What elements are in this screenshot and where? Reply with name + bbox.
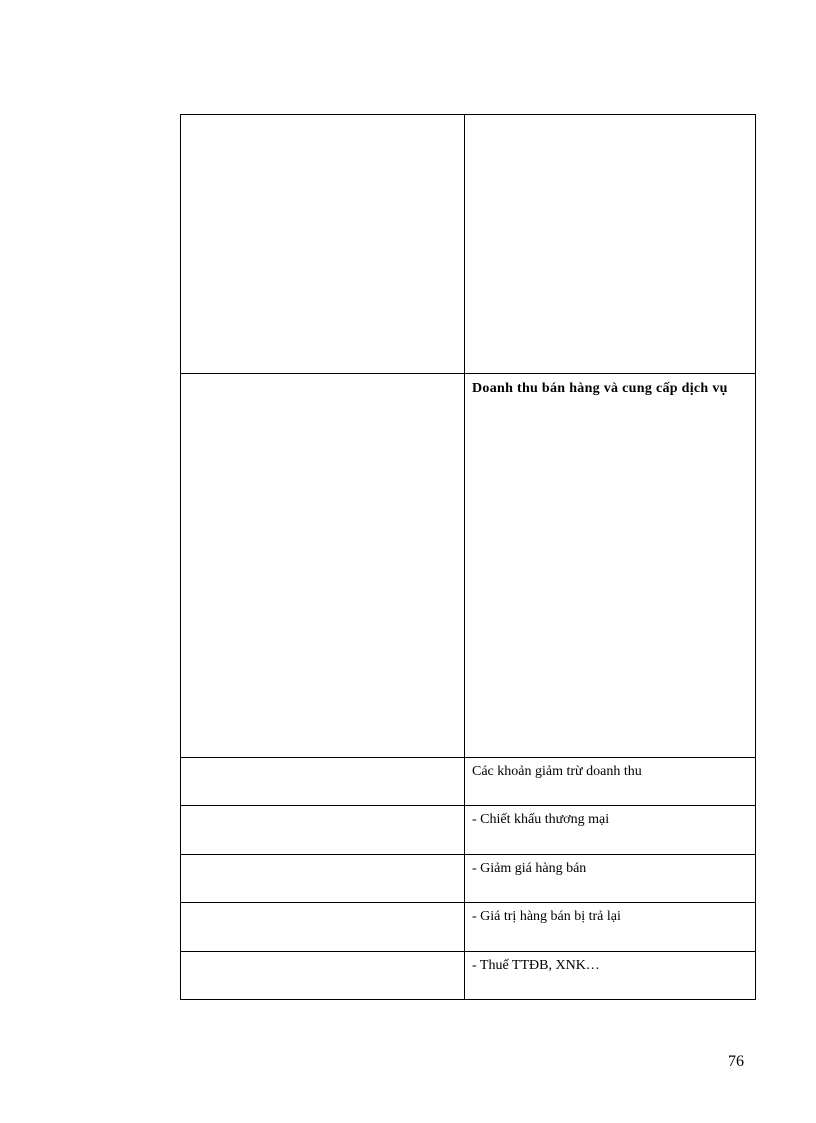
cell-text	[181, 758, 464, 766]
table-row	[181, 855, 756, 903]
table-cell-right	[465, 374, 756, 758]
sales-returns-label: - Giá trị hàng bán bị trả lại	[472, 909, 621, 924]
cell-text	[181, 952, 464, 960]
page-number: 76	[728, 1053, 744, 1070]
deductions-label: Các khoản giảm trừ doanh thu	[472, 764, 642, 779]
table-row	[181, 952, 756, 1000]
accounting-table	[180, 114, 756, 1000]
table-cell-left	[181, 903, 465, 952]
table-row	[181, 806, 756, 855]
table-cell-left	[181, 115, 465, 374]
table-row	[181, 903, 756, 952]
cell-text	[181, 855, 464, 863]
table-cell-left	[181, 806, 465, 855]
trade-discount-label: - Chiết khấu thương mại	[472, 812, 610, 827]
table-cell-left	[181, 758, 465, 806]
cell-text	[181, 806, 464, 814]
cell-text	[181, 374, 464, 382]
sales-allowance-label: - Giảm giá hàng bán	[472, 861, 587, 876]
table-row	[181, 374, 756, 758]
cell-text	[181, 115, 464, 123]
table-cell-left	[181, 374, 465, 758]
table-row	[181, 115, 756, 374]
table-cell-right	[465, 952, 756, 1000]
revenue-heading: Doanh thu bán hàng và cung cấp dịch vụ	[472, 381, 728, 396]
excise-tax-label: - Thuế TTĐB, XNK…	[472, 958, 600, 973]
table-cell-right	[465, 115, 756, 374]
table-cell-right	[465, 903, 756, 952]
cell-text	[181, 903, 464, 911]
cell-text	[465, 115, 755, 123]
table-cell-right	[465, 758, 756, 806]
table-cell-right	[465, 855, 756, 903]
table-cell-left	[181, 855, 465, 903]
table-cell-right	[465, 806, 756, 855]
table-cell-left	[181, 952, 465, 1000]
table-row	[181, 758, 756, 806]
